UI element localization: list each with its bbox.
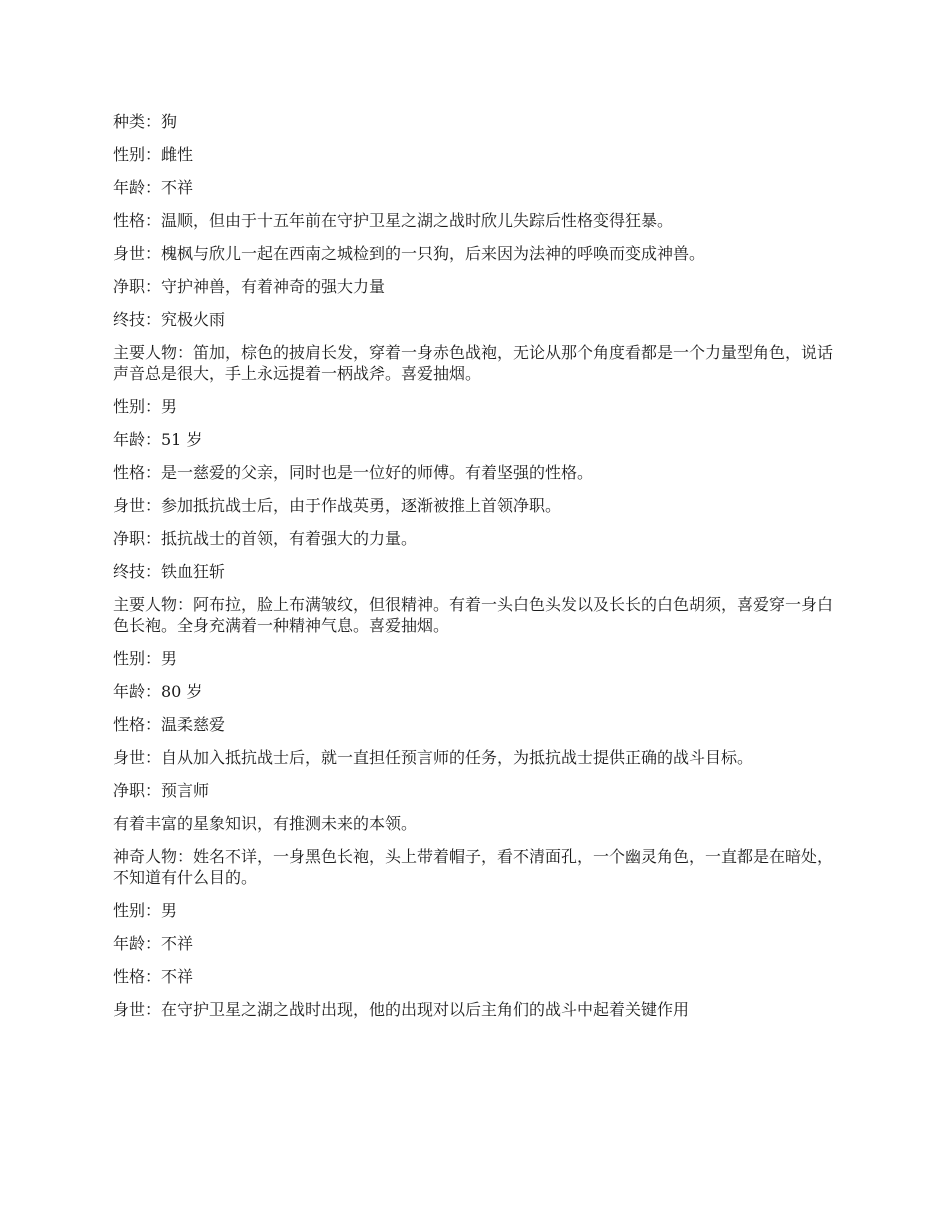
paragraph-age: 年龄：不祥	[113, 934, 194, 953]
paragraph-personality: 性格：温顺，但由于十五年前在守护卫星之湖之战时欣儿失踪后性格变得狂暴。	[113, 211, 674, 230]
paragraph-background: 身世：在守护卫星之湖之战时出现，他的出现对以后主角们的战斗中起着关键作用	[113, 1000, 690, 1019]
paragraph-role: 净职：预言师	[113, 781, 210, 800]
paragraph-personality: 性格：不祥	[113, 967, 194, 986]
paragraph-personality: 性格：是一慈爱的父亲，同时也是一位好的师傅。有着坚强的性格。	[113, 463, 594, 482]
paragraph-age: 年龄：不祥	[113, 178, 194, 197]
paragraph-age: 年龄：51 岁	[113, 430, 203, 449]
paragraph-gender: 性别：男	[113, 397, 178, 416]
paragraph-main-character: 主要人物：阿布拉，脸上布满皱纹，但很精神。有着一头白色头发以及长长的白色胡须，喜爱穿一身白色长袍。全身充满着一种精神气息。喜爱抽烟。	[113, 595, 834, 635]
paragraph-age: 年龄：80 岁	[113, 682, 203, 701]
paragraph-gender: 性别：男	[113, 649, 178, 668]
paragraph-knowledge: 有着丰富的星象知识，有推测未来的本领。	[113, 814, 418, 833]
paragraph-role: 净职：守护神兽，有着神奇的强大力量	[113, 277, 386, 296]
paragraph-species: 种类：狗	[113, 112, 178, 131]
paragraph-gender: 性别：雌性	[113, 145, 194, 164]
paragraph-personality: 性格：温柔慈爱	[113, 715, 226, 734]
paragraph-background: 身世：槐枫与欣儿一起在西南之城检到的一只狗，后来因为法神的呼唤而变成神兽。	[113, 244, 706, 263]
document-page	[113, 111, 843, 1032]
paragraph-main-character: 主要人物：笛加，棕色的披肩长发，穿着一身赤色战袍，无论从那个角度看都是一个力量型角色，说话声音总是很大，手上永远提着一柄战斧。喜爱抽烟。	[113, 343, 834, 383]
paragraph-ultimate-skill: 终技：究极火雨	[113, 310, 226, 329]
paragraph-background: 身世：参加抵抗战士后，由于作战英勇，逐渐被推上首领净职。	[113, 496, 562, 515]
paragraph-background: 身世：自从加入抵抗战士后，就一直担任预言师的任务，为抵抗战士提供正确的战斗目标。	[113, 748, 754, 767]
paragraph-role: 净职：抵抗战士的首领，有着强大的力量。	[113, 529, 418, 548]
paragraph-gender: 性别：男	[113, 901, 178, 920]
paragraph-ultimate-skill: 终技：铁血狂斩	[113, 562, 226, 581]
paragraph-mysterious-character: 神奇人物：姓名不详，一身黑色长袍，头上带着帽子，看不清面孔，一个幽灵角色，一直都是在暗处，不知道有什么目的。	[113, 847, 834, 887]
